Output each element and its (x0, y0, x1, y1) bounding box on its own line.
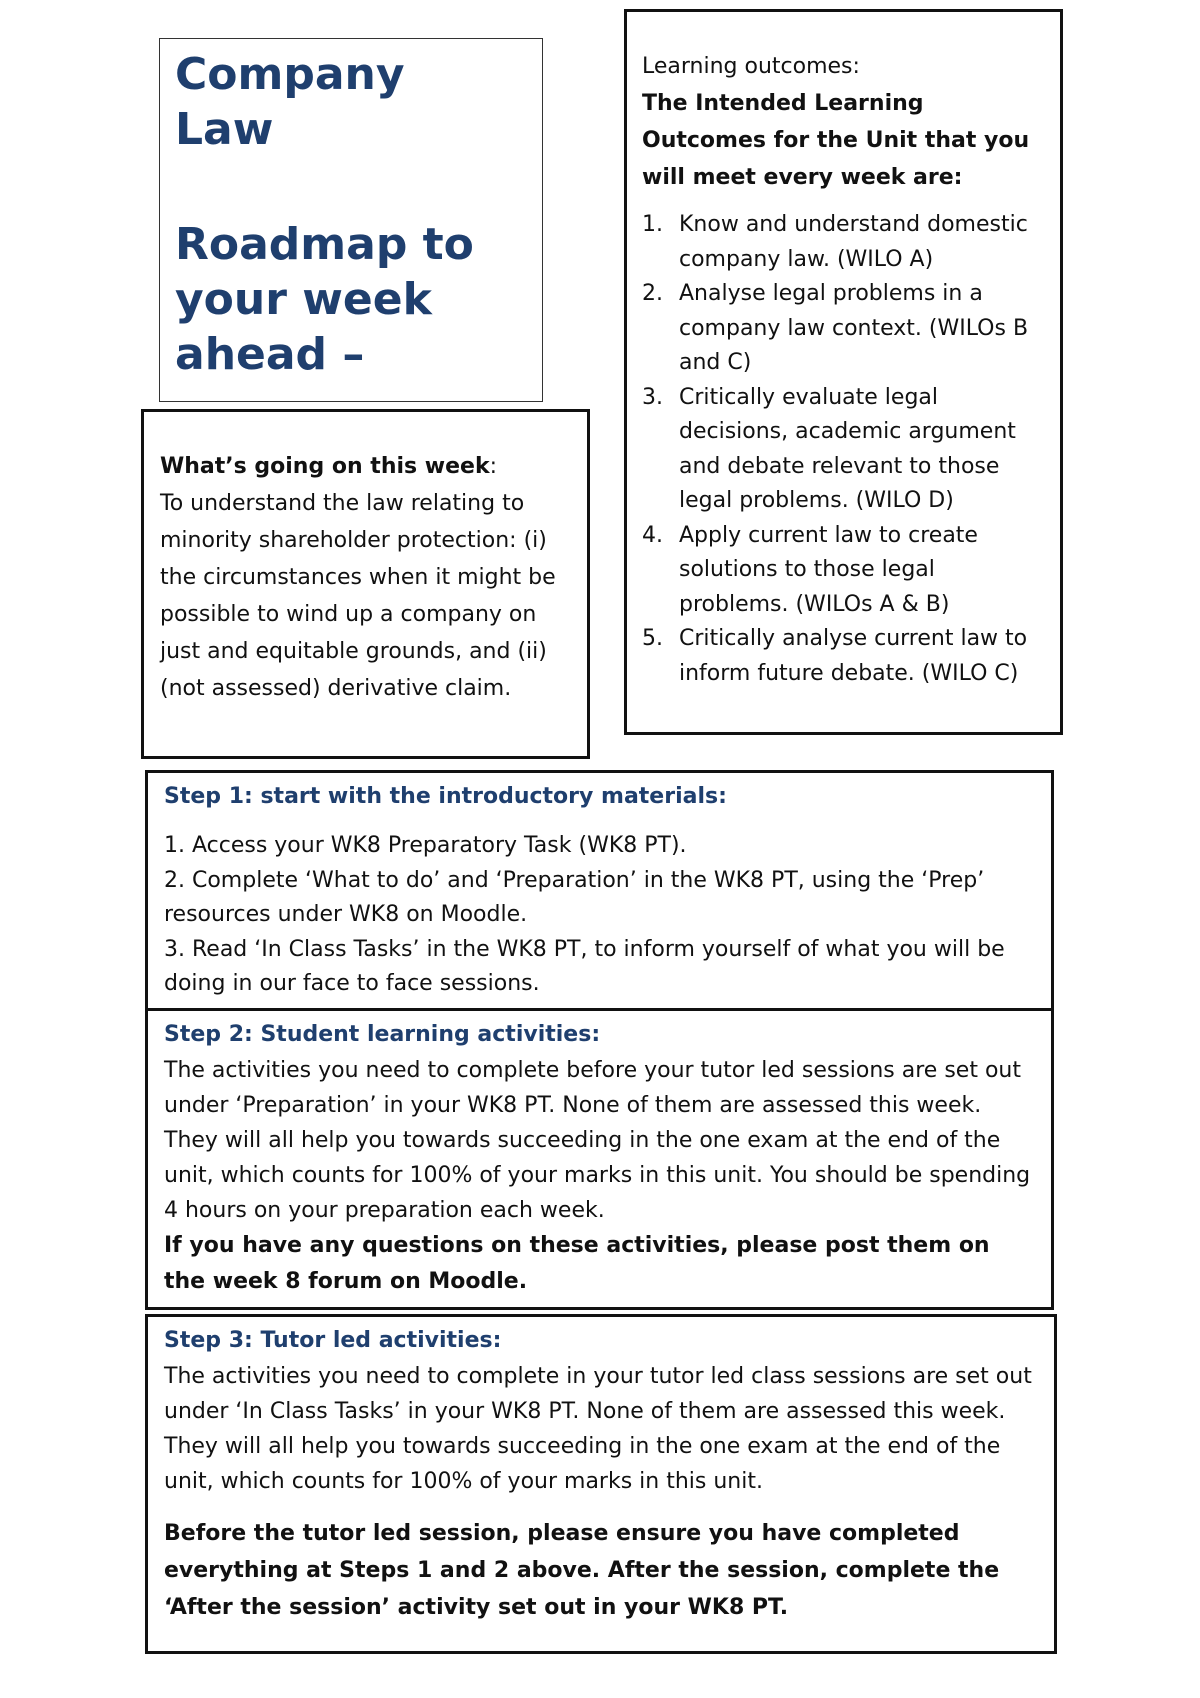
title-line-law: Law (175, 104, 274, 155)
learning-outcome-item: 4. Apply current law to create solutions to those legal problems. (WILOs A & B) (642, 522, 978, 617)
learning-outcome-item: 2. Analyse legal problems in a company law context. (WILOs B and C) (642, 281, 1029, 375)
this-week-heading: What’s going on this week: (160, 454, 498, 479)
title-line-your-week: your week (175, 274, 432, 325)
step1-item: 3. Read ‘In Class Tasks’ in the WK8 PT, to inform yourself of what you will be doing in our face to face sessions. (164, 936, 1005, 996)
step1-box (145, 770, 1054, 1012)
step3-title: Step 3: Tutor led activities: (164, 1328, 502, 1353)
learning-outcome-item: 1. Know and understand domestic company law. (WILO A) (642, 212, 1028, 272)
title-box (159, 38, 543, 402)
title-line-company: Company (175, 49, 405, 100)
step1-item: 1. Access your WK8 Preparatory Task (WK8 PT). (164, 833, 687, 858)
step2-body: The activities you need to complete before your tutor led sessions are set out under ‘Preparation’ in your WK8 PT. None of them are assessed this week. They will all help you towards succeeding in the one exam at the end of the unit, which counts for 100% of your marks in this unit. You should be spending 4 hours on your preparation each week. (164, 1058, 1031, 1223)
title-line-roadmap: Roadmap to (175, 219, 474, 270)
step2-bold-note: If you have any questions on these activities, please post them on the week 8 forum on Moodle. (164, 1233, 990, 1294)
step3-bold-note: Before the tutor led session, please ensure you have completed everything at Steps 1 and 2 above. After the session, complete the ‘After the session’ activity set out in your WK8 PT. (164, 1521, 1000, 1620)
learning-outcomes-box (624, 9, 1063, 735)
title-line-ahead: ahead – (175, 329, 365, 380)
learning-outcomes-label: Learning outcomes: (642, 54, 860, 79)
step1-title: Step 1: start with the introductory materials: (164, 784, 727, 809)
step3-box (145, 1314, 1057, 1654)
step1-item: 2. Complete ‘What to do’ and ‘Preparation’ in the WK8 PT, using the ‘Prep’ resources under WK8 on Moodle. (164, 867, 985, 927)
step1-list (164, 829, 1035, 1002)
step2-box (145, 1008, 1054, 1310)
this-week-body: To understand the law relating to minority shareholder protection: (i) the circumstances when it might be possible to wind up a company on just and equitable grounds, and (ii) (not assessed) derivative claim. (160, 491, 556, 701)
learning-outcomes-intro: The Intended Learning Outcomes for the Unit that you will meet every week are: (642, 91, 1030, 190)
this-week-box (141, 409, 590, 759)
learning-outcome-item: 5. Critically analyse current law to inform future debate. (WILO C) (642, 626, 1028, 686)
step3-body: The activities you need to complete in your tutor led class sessions are set out under ‘In Class Tasks’ in your WK8 PT. None of them are assessed this week. They will all help you towards succeeding in the one exam at the end of the unit, which counts for 100% of your marks in this unit. (164, 1364, 1032, 1494)
learning-outcomes-list (642, 208, 1046, 691)
step2-title: Step 2: Student learning activities: (164, 1022, 601, 1047)
learning-outcome-item: 3. Critically evaluate legal decisions, academic argument and debate relevant to those legal problems. (WILO D) (642, 384, 1016, 513)
